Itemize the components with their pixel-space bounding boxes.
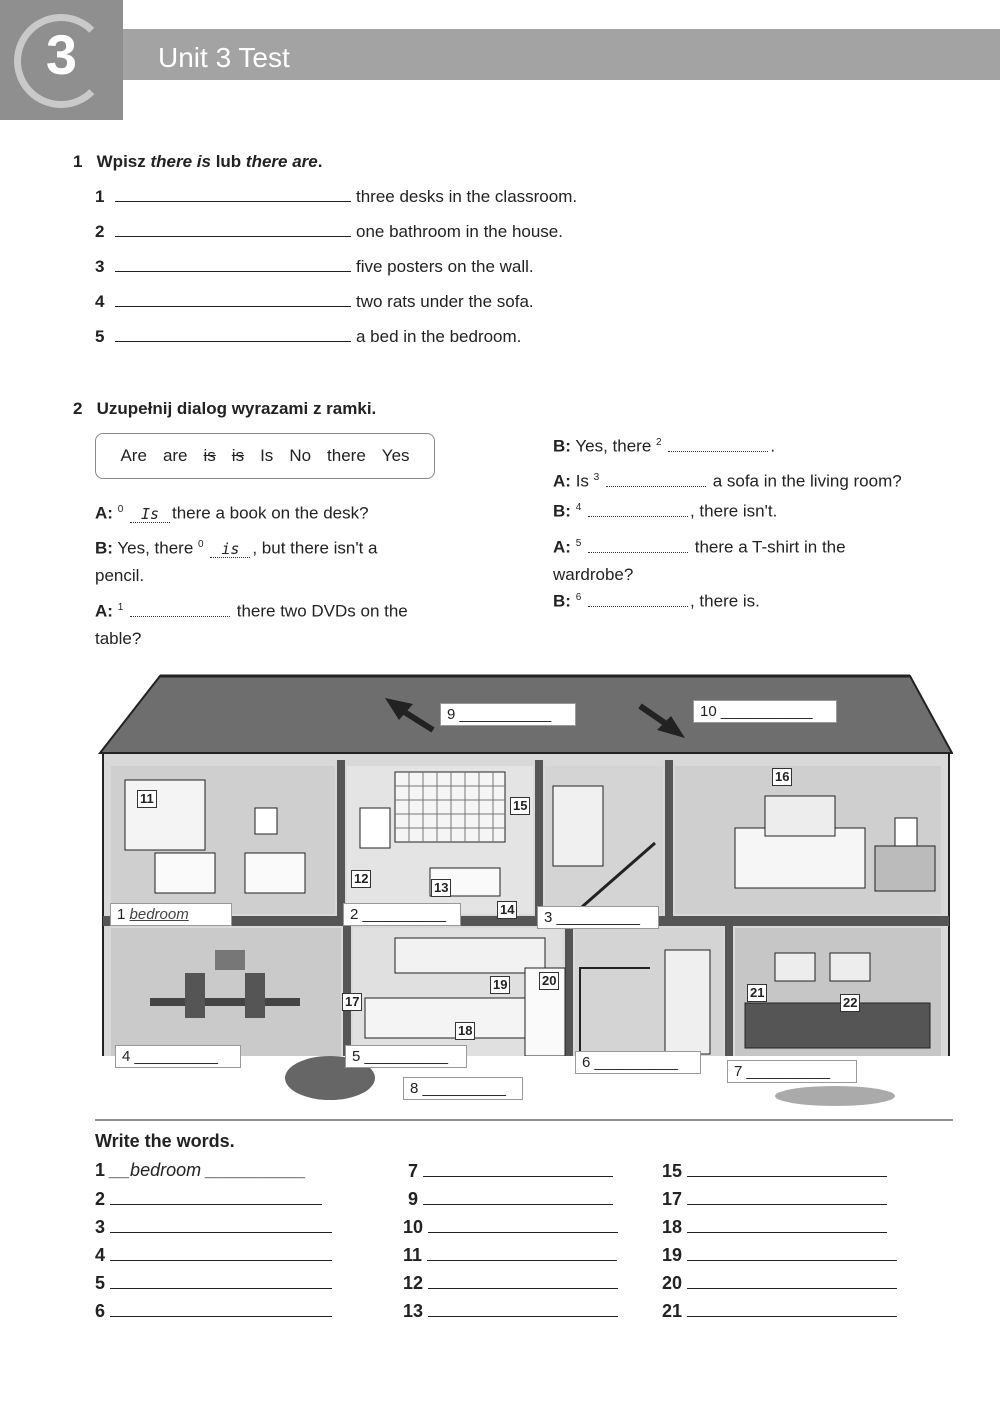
answer-blank[interactable]: [115, 222, 351, 237]
word-number: 1: [95, 1160, 106, 1180]
example-word: __bedroom __________: [110, 1160, 307, 1180]
ex1-item: [95, 292, 534, 312]
picture-label-7[interactable]: 7 __________: [727, 1060, 857, 1083]
picture-label-10[interactable]: 10 ___________: [693, 700, 837, 723]
answer-line[interactable]: [428, 1272, 618, 1289]
word-number: 7: [408, 1161, 419, 1181]
dialog-text: there a T-shirt in the: [694, 537, 846, 557]
label-number: 2: [350, 906, 359, 923]
dialog-text: Is: [575, 471, 589, 491]
answer-line[interactable]: [423, 1160, 613, 1177]
picture-tag-17: 17: [342, 993, 362, 1011]
wordlist-item[interactable]: [662, 1272, 897, 1294]
label-number: 5: [352, 1048, 361, 1065]
answer-gap[interactable]: [668, 437, 768, 452]
answer-gap[interactable]: [588, 538, 688, 553]
answer-line[interactable]: [110, 1216, 332, 1233]
answer-line[interactable]: [110, 1188, 322, 1205]
word: there: [327, 446, 366, 465]
wordlist-item[interactable]: [403, 1244, 617, 1266]
wordlist-item[interactable]: [403, 1272, 618, 1294]
dialog-line: [95, 531, 435, 589]
picture-label-9[interactable]: 9 ___________: [440, 703, 576, 726]
wordlist-item[interactable]: [408, 1160, 613, 1182]
speaker: B:: [553, 436, 571, 456]
picture-label-3[interactable]: 3 __________: [537, 906, 659, 929]
word-number: 11: [403, 1245, 423, 1265]
picture-tag-21: 21: [747, 984, 767, 1002]
item-text: five posters on the wall.: [356, 257, 534, 276]
item-number: 3: [95, 257, 105, 276]
dialog-line: [95, 496, 369, 527]
ex2-number: 2: [73, 399, 83, 418]
dialog-text: table?: [95, 628, 142, 648]
answer-line[interactable]: [110, 1272, 332, 1289]
speaker: A:: [95, 601, 113, 621]
word-used: is: [231, 446, 245, 465]
gap-number: 3: [593, 472, 600, 483]
answer-line[interactable]: [428, 1300, 618, 1317]
word-number: 19: [662, 1245, 683, 1265]
picture-tag-14: 14: [497, 901, 517, 919]
word-number: 15: [662, 1161, 683, 1181]
wordlist-item[interactable]: [662, 1244, 897, 1266]
answer-gap[interactable]: [606, 472, 706, 487]
ex1-instr-a: Wpisz: [96, 152, 151, 171]
item-text: three desks in the classroom.: [356, 187, 578, 206]
ex1-item: [95, 187, 577, 207]
wordlist-item[interactable]: [95, 1160, 306, 1181]
ex1-number: 1: [73, 152, 83, 171]
wordlist-item[interactable]: [95, 1272, 332, 1294]
label-number: 4: [122, 1048, 131, 1065]
label-number: 7: [734, 1063, 743, 1080]
dialog-line: [553, 464, 902, 495]
answer-blank[interactable]: [115, 257, 351, 272]
picture-tag-19: 19: [490, 976, 510, 994]
wordlist-item[interactable]: [408, 1188, 613, 1210]
word: Are: [120, 446, 147, 465]
answer-line[interactable]: [687, 1272, 897, 1289]
dialog-line: [553, 584, 760, 615]
label-number: 6: [582, 1054, 591, 1071]
house-illustration: [95, 668, 953, 1126]
answer-line[interactable]: [428, 1216, 618, 1233]
item-text: a bed in the bedroom.: [356, 327, 522, 346]
gap-number: 0: [198, 539, 204, 550]
dialog-text: Yes, there: [575, 436, 652, 456]
picture-tag-18: 18: [455, 1022, 475, 1040]
answer-line[interactable]: [687, 1244, 897, 1261]
dialog-text: there a book on the desk?: [171, 503, 369, 523]
gap-number: 6: [575, 592, 582, 603]
word: No: [289, 446, 312, 465]
item-number: 1: [95, 187, 105, 206]
picture-label-8[interactable]: 8 __________: [403, 1077, 523, 1100]
dialog-text: .: [770, 436, 776, 456]
word-number: 20: [662, 1273, 683, 1293]
picture-tag-20: 20: [539, 972, 559, 990]
dialog-text: , but there isn't a: [252, 538, 378, 558]
word-number: 3: [95, 1217, 106, 1237]
speaker: B:: [95, 538, 113, 558]
label-number: 3: [544, 909, 553, 926]
dialog-text: , there isn't.: [689, 501, 778, 521]
label-number: 10: [700, 703, 717, 720]
word-number: 6: [95, 1301, 106, 1321]
label-number: 9: [447, 706, 456, 723]
gap-number: 1: [117, 602, 124, 613]
dialog-line: [553, 530, 953, 588]
word-number: 4: [95, 1245, 106, 1265]
answer-blank[interactable]: [115, 327, 351, 342]
picture-tag-16: 16: [772, 768, 792, 786]
word: are: [162, 446, 188, 465]
wordlist-item[interactable]: [662, 1300, 897, 1322]
page-title: Unit 3 Test: [158, 42, 290, 73]
answer-line[interactable]: [687, 1188, 887, 1205]
speaker: A:: [95, 503, 113, 523]
item-number: 4: [95, 292, 105, 311]
example-label-answer: bedroom: [129, 906, 189, 923]
picture-label-6[interactable]: 6 __________: [575, 1051, 701, 1074]
wordlist-item[interactable]: [95, 1216, 332, 1238]
word-number: 17: [662, 1189, 683, 1209]
word-number: 21: [662, 1301, 683, 1321]
word-used: is: [203, 446, 216, 465]
word: Is: [260, 446, 274, 465]
answer-line[interactable]: [687, 1160, 887, 1177]
ex1-instr-e: .: [317, 152, 323, 171]
speaker: A:: [553, 537, 571, 557]
dialog-line: [95, 594, 435, 652]
wordlist-item[interactable]: [403, 1300, 618, 1322]
answer-blank[interactable]: [115, 292, 351, 307]
word-number: 10: [403, 1217, 424, 1237]
ex2-instruction: Uzupełnij dialog wyrazami z ramki.: [96, 399, 377, 418]
word-number: 13: [403, 1301, 424, 1321]
unit-badge: [0, 0, 123, 120]
answer-gap[interactable]: [130, 602, 230, 617]
gap-number: 2: [656, 437, 662, 448]
ex1-heading: [73, 152, 322, 172]
word-number: 9: [408, 1189, 419, 1209]
example-answer: Is: [130, 506, 170, 523]
ex1-item: [95, 222, 563, 242]
dialog-text: wardrobe?: [553, 564, 634, 584]
word-number: 18: [662, 1217, 683, 1237]
speaker: B:: [553, 591, 571, 611]
dialog-line: [553, 429, 775, 460]
word-number: 12: [403, 1273, 424, 1293]
answer-line[interactable]: [110, 1244, 332, 1261]
answer-blank[interactable]: [115, 187, 351, 202]
label-number: 1: [117, 906, 126, 923]
item-number: 2: [95, 222, 105, 241]
picture-tag-12: 12: [351, 870, 371, 888]
item-number: 5: [95, 327, 105, 346]
speaker: A:: [553, 471, 571, 491]
dialog-text: Yes, there: [117, 538, 194, 558]
ex1-item: [95, 327, 521, 347]
dialog-line: [553, 494, 777, 525]
gap-number: 5: [575, 538, 582, 549]
answer-line[interactable]: [423, 1188, 613, 1205]
ex1-instr-d: there are: [245, 152, 318, 171]
unit-number: 3: [45, 23, 78, 86]
wordlist-item[interactable]: [662, 1216, 887, 1238]
ex1-item: [95, 257, 534, 277]
gap-number: 0: [117, 504, 124, 515]
answer-gap[interactable]: [588, 502, 688, 517]
wordlist-title: Write the words.: [95, 1131, 235, 1151]
picture-tag-11: 11: [137, 790, 157, 808]
wordlist-item[interactable]: [95, 1300, 332, 1322]
wordlist-item[interactable]: [403, 1216, 618, 1238]
answer-gap[interactable]: [588, 592, 688, 607]
picture-tag-13: 13: [431, 879, 451, 897]
word: Yes: [381, 446, 410, 465]
word-box: [95, 433, 435, 479]
picture-label-5[interactable]: 5 __________: [345, 1045, 467, 1068]
answer-line[interactable]: [427, 1244, 617, 1261]
ex2-heading: [73, 399, 376, 419]
picture-tag-22: 22: [840, 994, 860, 1012]
picture-tag-15: 15: [510, 797, 530, 815]
item-text: two rats under the sofa.: [356, 292, 534, 311]
wordlist-item[interactable]: [662, 1160, 887, 1182]
label-number: 8: [410, 1080, 419, 1097]
ex1-instr-b: there is: [150, 152, 211, 171]
answer-line[interactable]: [687, 1216, 887, 1233]
answer-line[interactable]: [110, 1300, 332, 1317]
wordlist-item[interactable]: [95, 1188, 322, 1210]
ex1-instr-c: lub: [210, 152, 246, 171]
dialog-text: , there is.: [689, 591, 760, 611]
word-number: 2: [95, 1189, 106, 1209]
dialog-text: pencil.: [95, 565, 145, 585]
word-number: 5: [95, 1273, 106, 1293]
speaker: B:: [553, 501, 571, 521]
item-text: one bathroom in the house.: [356, 222, 563, 241]
picture-label-4[interactable]: 4 __________: [115, 1045, 241, 1068]
answer-line[interactable]: [687, 1300, 897, 1317]
picture-label-2[interactable]: 2 __________: [343, 903, 461, 926]
wordlist-item[interactable]: [95, 1244, 332, 1266]
wordlist-item[interactable]: [662, 1188, 887, 1210]
dialog-text: a sofa in the living room?: [712, 471, 902, 491]
picture-label-1[interactable]: [110, 903, 232, 926]
dialog-text: there two DVDs on the: [236, 601, 408, 621]
example-answer: is: [210, 541, 250, 558]
gap-number: 4: [575, 502, 582, 513]
